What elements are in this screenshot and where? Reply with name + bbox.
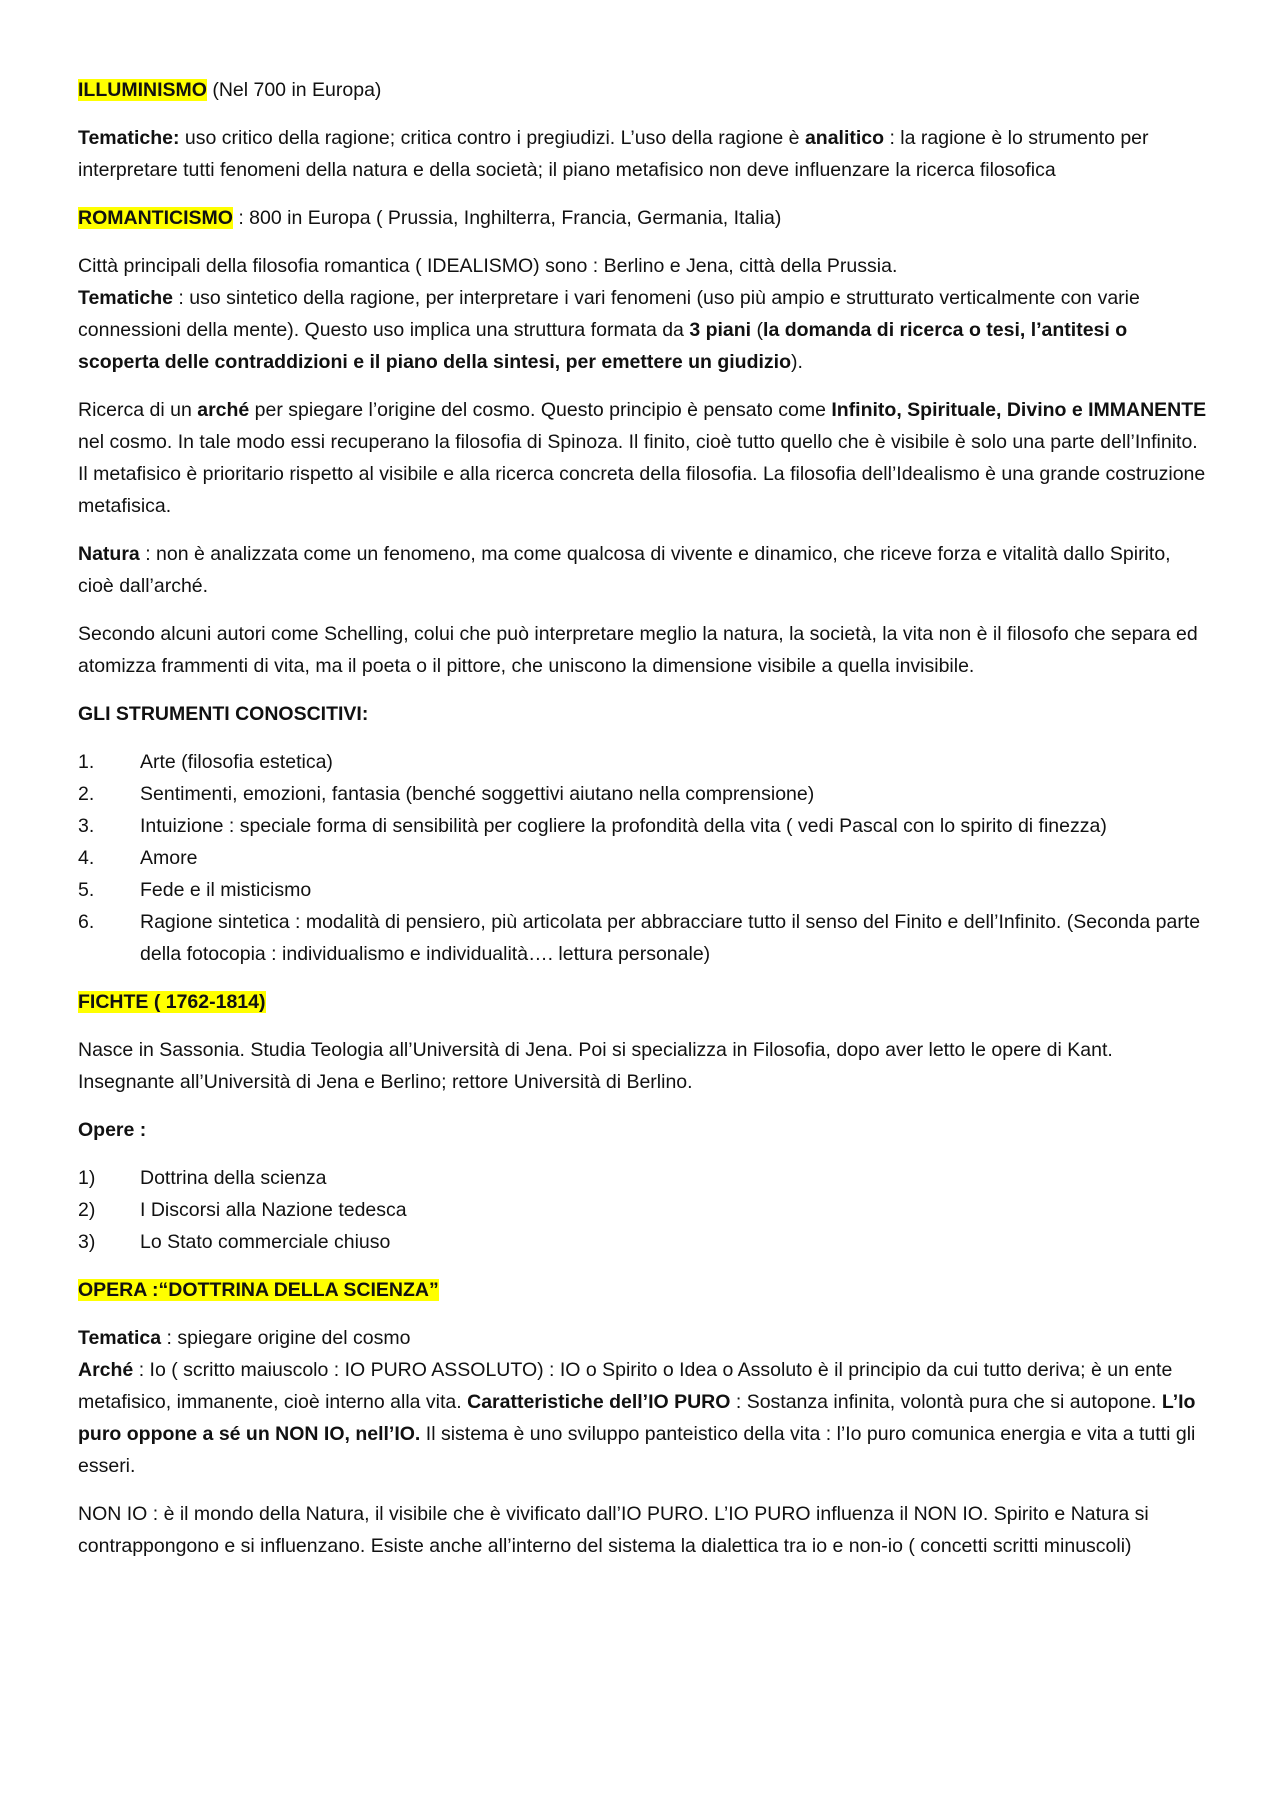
arche-bold: arché bbox=[197, 399, 250, 421]
dottrina-non-io: NON IO : è il mondo della Natura, il visibile che è vivificato dall’IO PURO. L’IO PURO influenza il NON IO. Spirito e Natura si contrappongono e si influenzano. Esiste anche all’interno del sistema la dialettica tra io e non-io ( concetti scritti minuscoli) bbox=[78, 1503, 1149, 1557]
list-item bbox=[78, 1194, 1210, 1226]
arche-text: Ricerca di un bbox=[78, 399, 198, 421]
list-item-number: 1. bbox=[78, 751, 95, 773]
io-puro-bold: L’Io puro oppone a sé un NON IO, nell’IO. bbox=[78, 1391, 1196, 1445]
tematiche-text: : uso sintetico della ragione, per interpretare i vari fenomeni (uso più ampio e strutturato verticalmente con varie connessioni della mente). Questo uso implica una struttura formata da bbox=[78, 287, 1140, 341]
document-page bbox=[78, 74, 1210, 1578]
list-item bbox=[78, 842, 1210, 874]
romanticismo-heading bbox=[78, 202, 1210, 234]
illuminismo-title-highlight: ILLUMINISMO bbox=[78, 79, 207, 101]
natura-label: Natura bbox=[78, 543, 140, 565]
strumenti-heading bbox=[78, 698, 1210, 730]
infinito-bold: Infinito, Spirituale, Divino e IMMANENTE bbox=[831, 399, 1207, 421]
romanticismo-tematiche bbox=[78, 282, 1210, 378]
list-item-number: 1) bbox=[78, 1167, 96, 1189]
fichte-title-highlight: FICHTE ( 1762-1814) bbox=[78, 991, 266, 1013]
list-item-number: 3) bbox=[78, 1231, 96, 1253]
dottrina-arche bbox=[78, 1354, 1210, 1482]
tematica-text: : spiegare origine del cosmo bbox=[161, 1327, 411, 1349]
list-item bbox=[78, 746, 1210, 778]
arche-label: Arché bbox=[78, 1359, 134, 1381]
list-item-number: 5. bbox=[78, 879, 95, 901]
strumenti-list bbox=[78, 746, 1210, 970]
tematiche-label: Tematiche: bbox=[78, 127, 180, 149]
list-item bbox=[78, 778, 1210, 810]
list-item-text: Intuizione : speciale forma di sensibilità per cogliere la profondità della vita ( vedi Pascal con lo spirito di finezza) bbox=[140, 815, 1107, 837]
opere-list bbox=[78, 1162, 1210, 1258]
list-item bbox=[78, 1162, 1210, 1194]
list-item-number: 6. bbox=[78, 911, 95, 933]
strumenti-heading-text: GLI STRUMENTI CONOSCITIVI: bbox=[78, 703, 369, 725]
list-item-number: 3. bbox=[78, 815, 95, 837]
list-item-text: Ragione sintetica : modalità di pensiero, più articolata per abbracciare tutto il senso del Finito e dell’Infinito. (Seconda parte della fotocopia : individualismo e individualità…. lettura personale) bbox=[140, 911, 1201, 965]
list-item bbox=[78, 874, 1210, 906]
list-item-text: Lo Stato commerciale chiuso bbox=[140, 1231, 391, 1253]
tematiche-text: : la ragione è lo strumento per interpretare tutti fenomeni della natura e della società; il piano metafisico non deve influenzare la ricerca filosofica bbox=[78, 127, 1149, 181]
natura-text: : non è analizzata come un fenomeno, ma come qualcosa di vivente e dinamico, che riceve forza e vitalità dallo Spirito, cioè dall’arché. bbox=[78, 543, 1171, 597]
list-item bbox=[78, 906, 1210, 970]
tematiche-label: Tematiche bbox=[78, 287, 174, 309]
arche-text: : Io ( scritto maiuscolo : IO PURO ASSOLUTO) : IO o Spirito o Idea o Assoluto è il principio da cui tutto deriva; è un ente metafisico, immanente, cioè interno alla vita. bbox=[78, 1359, 1173, 1413]
analitico-bold: analitico bbox=[804, 127, 885, 149]
romanticismo-title-highlight: ROMANTICISMO bbox=[78, 207, 233, 229]
list-item-number: 4. bbox=[78, 847, 95, 869]
tematiche-text: ). bbox=[790, 351, 803, 373]
list-item-number: 2. bbox=[78, 783, 95, 805]
dottrina-title-highlight: OPERA :“DOTTRINA DELLA SCIENZA” bbox=[78, 1279, 439, 1301]
romanticismo-schelling: Secondo alcuni autori come Schelling, colui che può interpretare meglio la natura, la società, la vita non è il filosofo che separa ed atomizza frammenti di vita, ma il poeta o il pittore, che uniscono la dimensione visibile a quella invisibile. bbox=[78, 623, 1198, 677]
illuminismo-date: (Nel 700 in Europa) bbox=[206, 79, 382, 101]
arche-text: Il sistema è uno sviluppo panteistico della vita : l’Io puro comunica energia e vita a tutti gli esseri. bbox=[78, 1423, 1196, 1477]
arche-text: : Sostanza infinita, volontà pura che si autopone. bbox=[730, 1391, 1162, 1413]
fichte-heading bbox=[78, 986, 1210, 1018]
romanticismo-date: : 800 in Europa ( Prussia, Inghilterra, Francia, Germania, Italia) bbox=[232, 207, 782, 229]
opere-label: Opere : bbox=[78, 1119, 147, 1141]
tematiche-text: ( bbox=[751, 319, 764, 341]
tre-piani-bold: 3 piani bbox=[689, 319, 752, 341]
arche-text: nel cosmo. In tale modo essi recuperano la filosofia di Spinoza. Il finito, cioè tutto quello che è visibile è solo una parte dell’Infinito. Il metafisico è prioritario rispetto al visibile e alla ricerca concreta della filosofia. La filosofia dell’Idealismo è una grande costruzione metafisica. bbox=[78, 431, 1206, 517]
list-item-number: 2) bbox=[78, 1199, 96, 1221]
illuminismo-heading bbox=[78, 74, 1210, 106]
dottrina-tematica bbox=[78, 1322, 1210, 1354]
tematica-label: Tematica bbox=[78, 1327, 162, 1349]
piani-description-bold: la domanda di ricerca o tesi, l’antitesi o scoperta delle contraddizioni e il piano della sintesi, per emettere un giudizio bbox=[78, 319, 1128, 373]
illuminismo-tematiche bbox=[78, 122, 1210, 186]
opere-heading bbox=[78, 1114, 1210, 1146]
romanticismo-citta: Città principali della filosofia romantica ( IDEALISMO) sono : Berlino e Jena, città della Prussia. bbox=[78, 255, 898, 277]
romanticismo-arche bbox=[78, 394, 1210, 522]
list-item-text: Fede e il misticismo bbox=[140, 879, 312, 901]
dottrina-heading bbox=[78, 1274, 1210, 1306]
list-item bbox=[78, 810, 1210, 842]
romanticismo-natura bbox=[78, 538, 1210, 602]
tematiche-text: uso critico della ragione; critica contro i pregiudizi. L’uso della ragione è bbox=[179, 127, 805, 149]
list-item bbox=[78, 1226, 1210, 1258]
list-item-text: Sentimenti, emozioni, fantasia (benché soggettivi aiutano nella comprensione) bbox=[140, 783, 815, 805]
list-item-text: Amore bbox=[140, 847, 198, 869]
fichte-bio: Nasce in Sassonia. Studia Teologia all’Università di Jena. Poi si specializza in Filosofia, dopo aver letto le opere di Kant. Insegnante all’Università di Jena e Berlino; rettore Università di Berlino. bbox=[78, 1039, 1113, 1093]
caratteristiche-bold: Caratteristiche dell’IO PURO bbox=[467, 1391, 731, 1413]
list-item-text: I Discorsi alla Nazione tedesca bbox=[140, 1199, 407, 1221]
list-item-text: Arte (filosofia estetica) bbox=[140, 751, 333, 773]
list-item-text: Dottrina della scienza bbox=[140, 1167, 327, 1189]
arche-text: per spiegare l’origine del cosmo. Questo principio è pensato come bbox=[249, 399, 832, 421]
